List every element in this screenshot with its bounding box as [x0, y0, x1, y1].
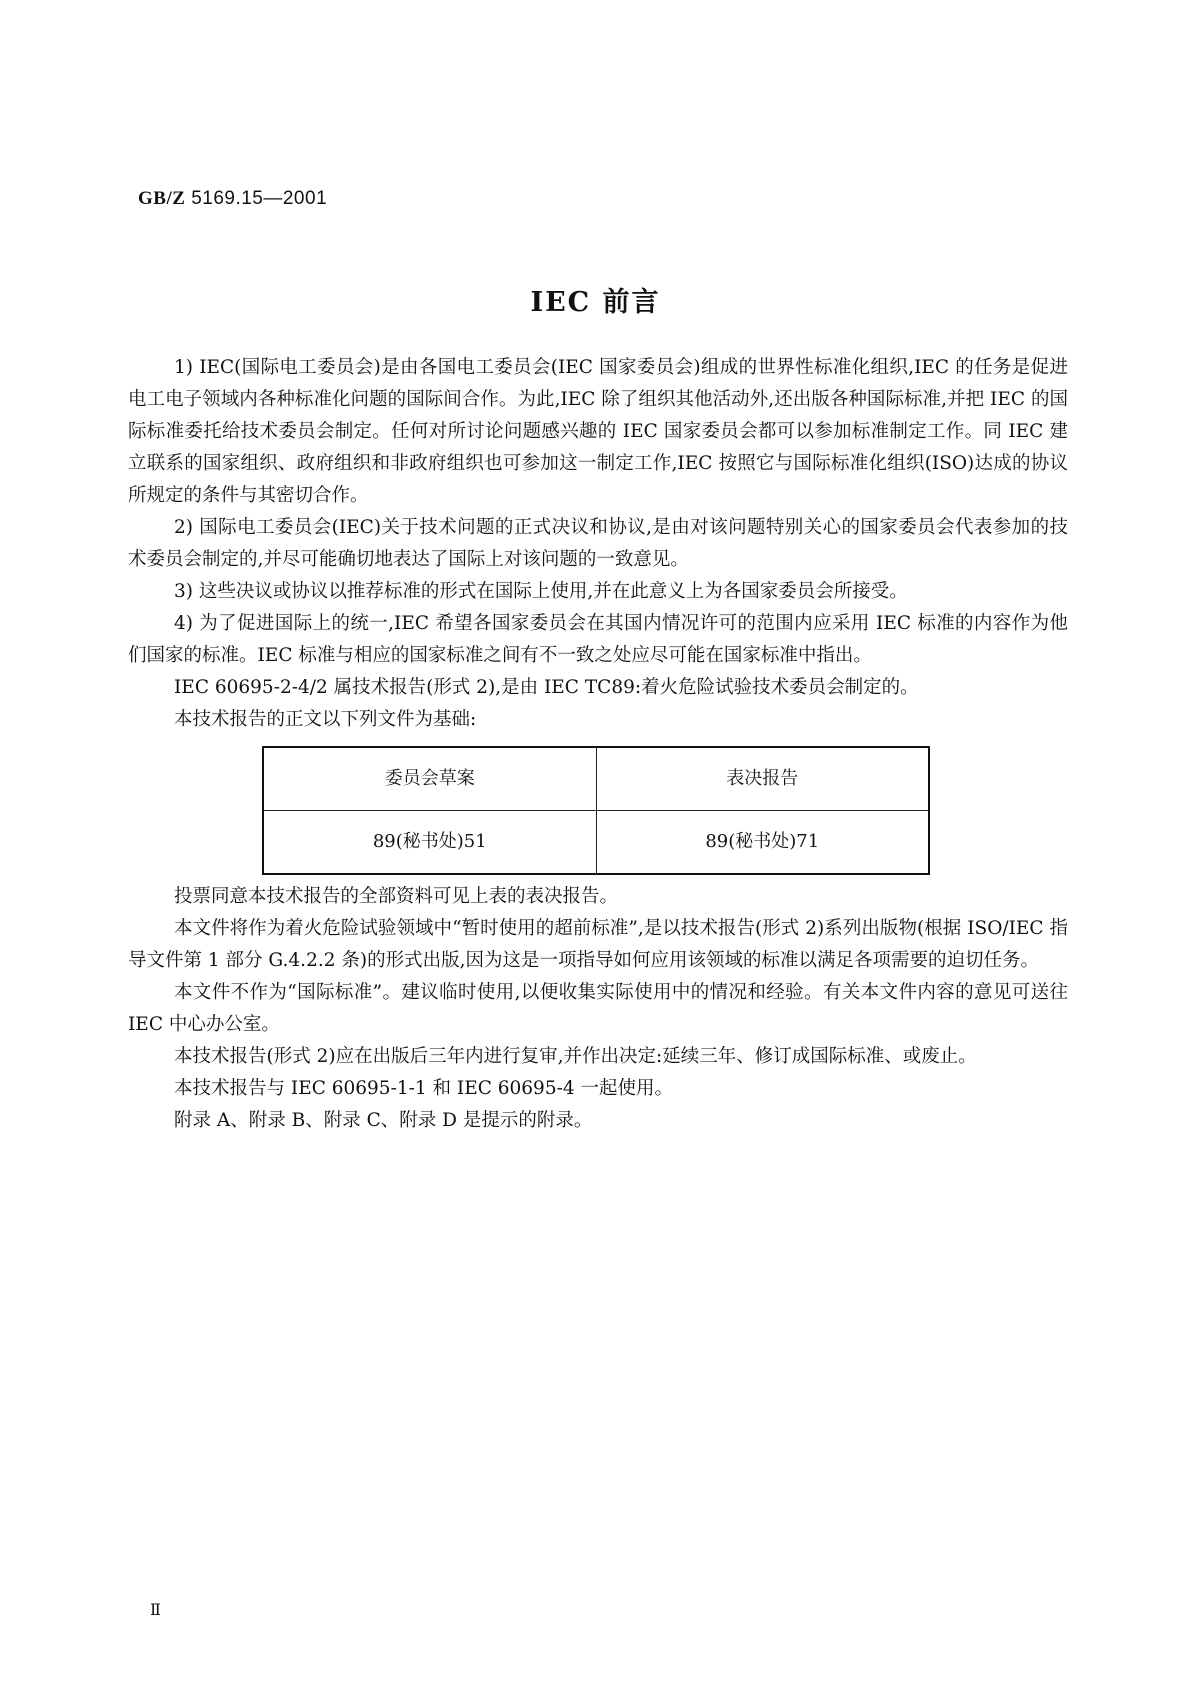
paragraph: IEC 60695-2-4/2 属技术报告(形式 2),是由 IEC TC89:着火危险试验技术委员会制定的。	[174, 677, 919, 698]
paragraph: 投票同意本技术报告的全部资料可见上表的表决报告。	[174, 886, 619, 907]
paragraph: 附录 A、附录 B、附录 C、附录 D 是提示的附录。	[174, 1110, 593, 1131]
table-row	[263, 811, 929, 875]
table-cell: 89(秘书处)51	[263, 811, 596, 875]
table-cell: 89(秘书处)71	[596, 811, 929, 875]
standard-code: 5169.15—2001	[191, 188, 328, 209]
table-header-cell: 表决报告	[596, 747, 929, 811]
documents-table	[262, 746, 930, 875]
paragraph: 本文件将作为着火危险试验领域中“暂时使用的超前标准”,是以技术报告(形式 2)系列出版物(根据 ISO/IEC 指导文件第 1 部分 G.4.2.2 条)的形式出版,因为这是一项指导如何应用该领域的标准以满足各项需要的迫切任务。	[128, 918, 1068, 971]
paragraph: 本文件不作为“国际标准”。建议临时使用,以便收集实际使用中的情况和经验。有关本文件内容的意见可送往 IEC 中心办公室。	[128, 982, 1068, 1035]
paragraph: 2) 国际电工委员会(IEC)关于技术问题的正式决议和协议,是由对该问题特别关心的国家委员会代表参加的技术委员会制定的,并尽可能确切地表达了国际上对该问题的一致意见。	[128, 517, 1068, 570]
paragraph: 4) 为了促进国际上的统一,IEC 希望各国家委员会在其国内情况许可的范围内应采用 IEC 标准的内容作为他们国家的标准。IEC 标准与相应的国家标准之间有不一致之处应尽可能在国家标准中指出。	[128, 613, 1068, 666]
table-header-cell: 委员会草案	[263, 747, 596, 811]
table-header-row	[263, 747, 929, 811]
standard-number	[138, 188, 327, 210]
paragraph: 本技术报告的正文以下列文件为基础:	[174, 709, 477, 730]
page-title: IEC 前言	[530, 287, 661, 318]
page-number: Ⅱ	[150, 1600, 161, 1619]
document-body	[128, 352, 1068, 1137]
paragraph: 1) IEC(国际电工委员会)是由各国电工委员会(IEC 国家委员会)组成的世界性标准化组织,IEC 的任务是促进电工电子领域内各种标准化问题的国际间合作。为此,IEC 除了组织其他活动外,还出版各种国际标准,并把 IEC 的国际标准委托给技术委员会制定。任何对所讨论问题感兴趣的 IEC 国家委员会都可以参加标准制定工作。同 IEC 建立联系的国家组织、政府组织和非政府组织也可参加这一制定工作,IEC 按照它与国际标准化组织(ISO)达成的协议所规定的条件与其密切合作。	[128, 357, 1068, 506]
paragraph: 3) 这些决议或协议以推荐标准的形式在国际上使用,并在此意义上为各国家委员会所接受。	[174, 581, 908, 602]
standard-prefix: GB/Z	[138, 188, 186, 209]
paragraph: 本技术报告与 IEC 60695-1-1 和 IEC 60695-4 一起使用。	[174, 1078, 673, 1099]
paragraph: 本技术报告(形式 2)应在出版后三年内进行复审,并作出决定:延续三年、修订成国际标准、或废止。	[174, 1046, 977, 1067]
